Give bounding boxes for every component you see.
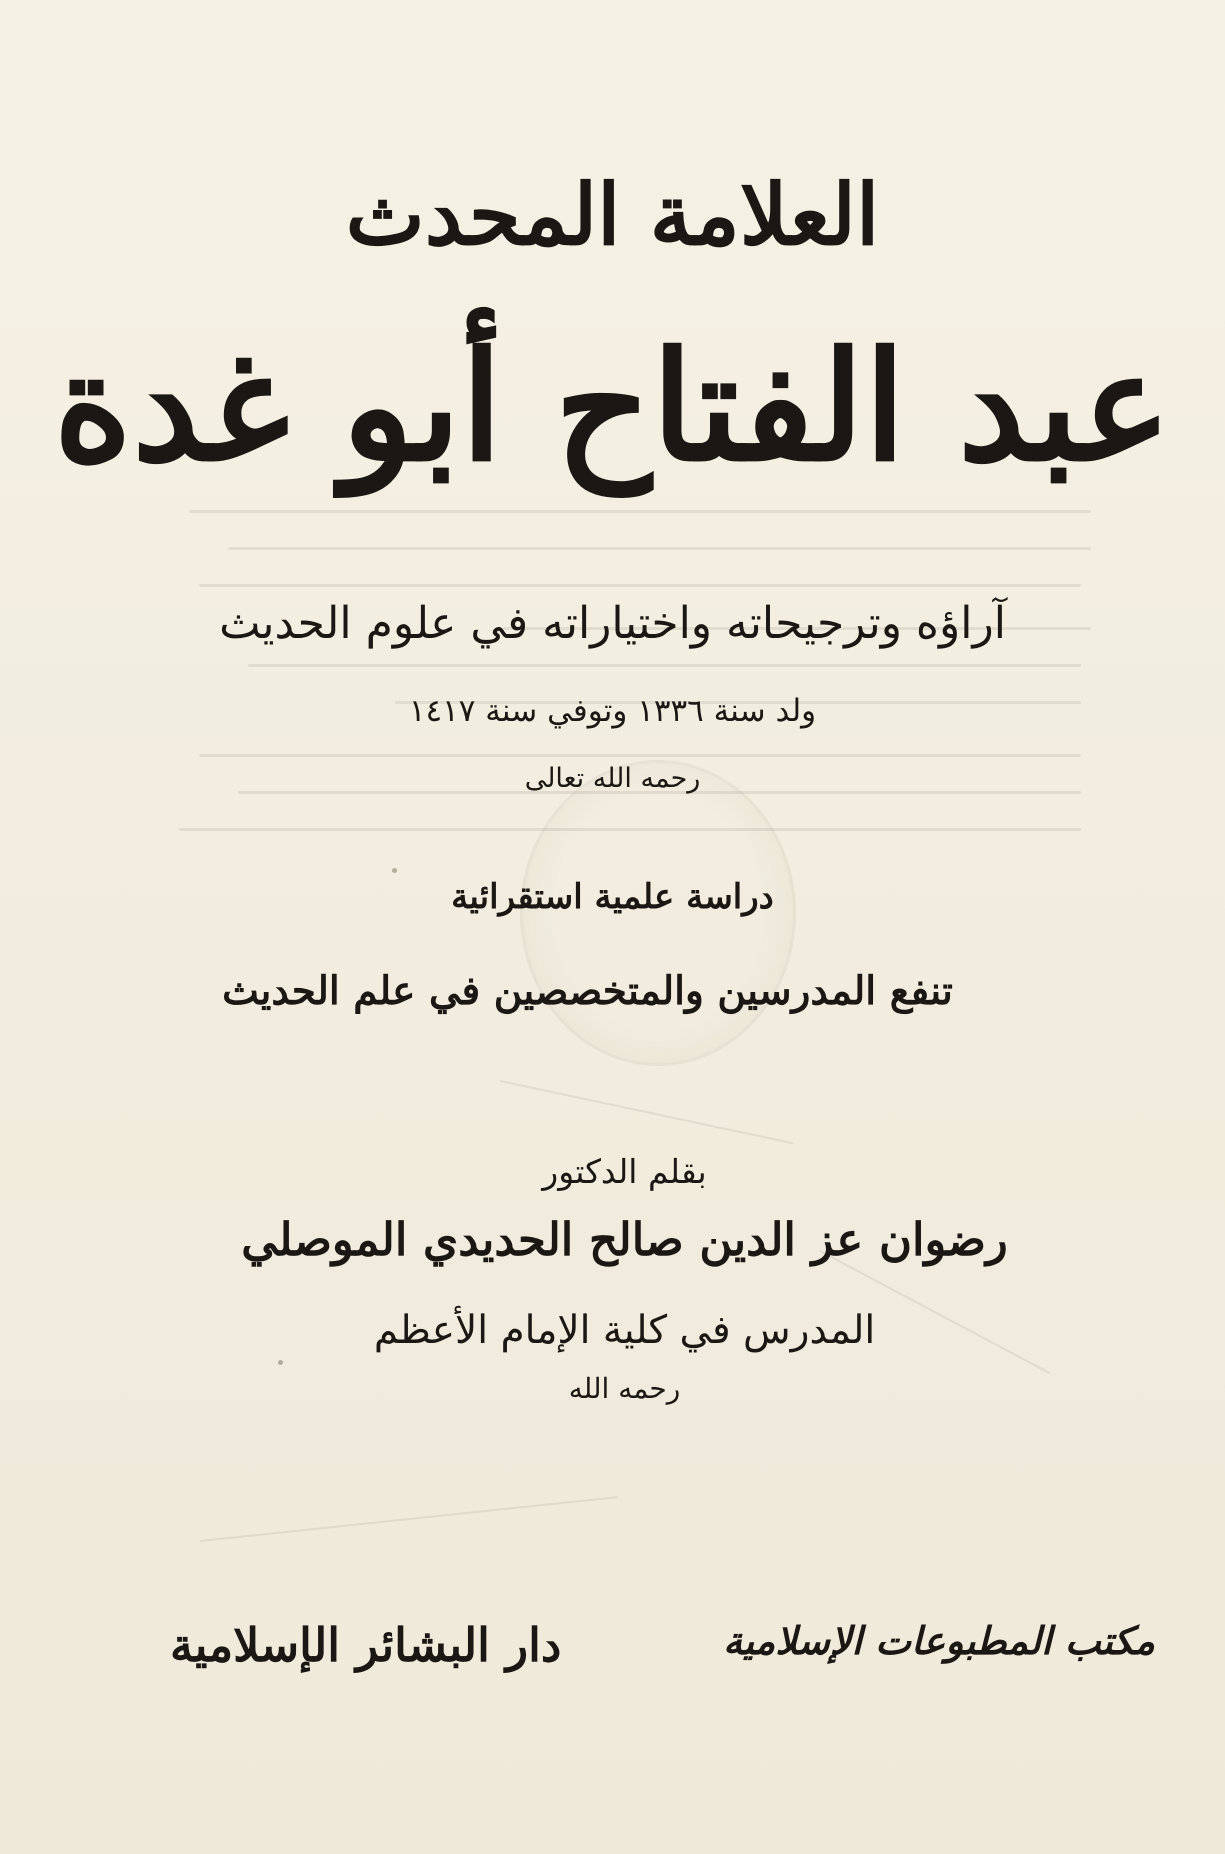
study-type: دراسة علمية استقرائية <box>451 877 774 917</box>
author-position: المدرس في كلية الإمام الأعظم <box>373 1308 876 1353</box>
ink-speck <box>278 1360 283 1365</box>
book-title: عبد الفتاح أبو غدة <box>53 319 1172 495</box>
publisher-logo-right: مكتب المطبوعات الإسلامية <box>723 1618 1155 1663</box>
author-name: رضوان عز الدين صالح الحديدي الموصلي <box>241 1213 1008 1266</box>
prayer-line: رحمه الله تعالى <box>524 763 701 794</box>
title-honorific: العلامة المحدث <box>345 165 880 264</box>
audience-line: تنفع المدرسين والمتخصصين في علم الحديث <box>222 968 953 1014</box>
publisher-logo-left: دار البشائر الإسلامية <box>170 1618 562 1672</box>
paper-crease <box>500 1080 794 1144</box>
book-subtitle: آراؤه وترجيحاته واختياراته في علوم الحديث <box>219 598 1006 649</box>
author-intro: بقلم الدكتور <box>542 1152 707 1191</box>
author-prayer: رحمه الله <box>568 1372 681 1405</box>
ink-speck <box>392 868 397 873</box>
life-dates: ولد سنة ١٣٣٦ وتوفي سنة ١٤١٧ <box>408 693 817 729</box>
paper-crease <box>200 1496 618 1542</box>
